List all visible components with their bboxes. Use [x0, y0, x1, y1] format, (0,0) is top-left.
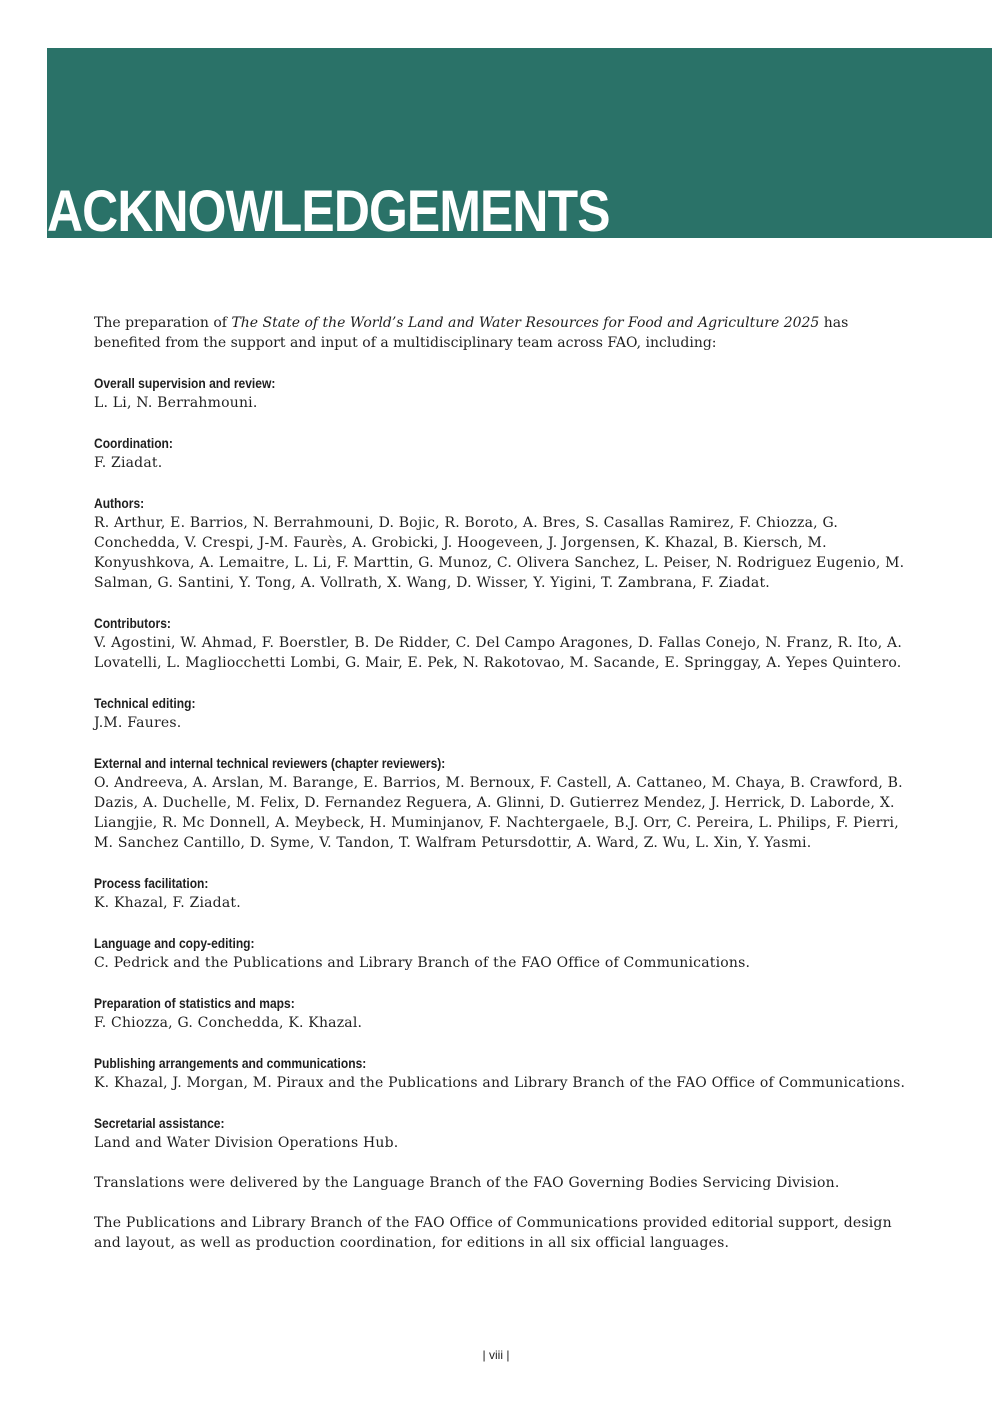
section-text: C. Pedrick and the Publications and Library Branch of the FAO Office of Communications.: [94, 955, 751, 971]
section-label: Technical editing:: [94, 695, 196, 711]
section-label: Language and copy-editing:: [94, 935, 255, 951]
section-text: J.M. Faures.: [94, 715, 182, 731]
section-label: Contributors:: [94, 615, 171, 631]
section-coordination: [94, 433, 914, 473]
intro-suffix: has benefited from the support and input of a multidisciplinary team across FAO, including:: [94, 315, 849, 351]
section-label: Coordination:: [94, 435, 173, 451]
intro-prefix: The preparation of: [94, 315, 232, 331]
section-label: Preparation of statistics and maps:: [94, 995, 295, 1011]
section-copy-editing: [94, 933, 914, 973]
section-authors: [94, 493, 914, 593]
section-text: V. Agostini, W. Ahmad, F. Boerstler, B. De Ridder, C. Del Campo Aragones, D. Fallas Conejo, N. Franz, R. Ito, A. Lovatelli, L. Magliocchetti Lombi, G. Mair, E. Pek, N. Rakotovao, M. Sacande, E. Springgay, A. Yepes Quintero.: [94, 635, 903, 671]
section-label: Overall supervision and review:: [94, 375, 276, 391]
section-reviewers: [94, 753, 914, 853]
report-title: The State of the World’s Land and Water Resources for Food and Agriculture 2025: [231, 315, 820, 331]
section-process-facilitation: [94, 873, 914, 913]
page-number: | viii |: [482, 1348, 510, 1362]
section-text: O. Andreeva, A. Arslan, M. Barange, E. Barrios, M. Bernoux, F. Castell, A. Cattaneo, M. Chaya, B. Crawford, B. Dazis, A. Duchelle, M. Felix, D. Fernandez Reguera, A. Glinni, D. Gutierrez Mendez, J. Herrick, D. Laborde, X. Liangjie, R. Mc Donnell, A. Meybeck, H. Muminjanov, F. Nachtergaele, B.J. Orr, C. Pereira, L. Philips, F. Pierri, M. Sanchez Cantillo, D. Syme, V. Tandon, T. Walfram Petursdottir, A. Ward, Z. Wu, L. Xin, Y. Yasmi.: [94, 775, 903, 851]
translations-paragraph: Translations were delivered by the Language Branch of the FAO Governing Bodies Servicing Division.: [94, 1175, 840, 1191]
section-text: Land and Water Division Operations Hub.: [94, 1135, 399, 1151]
intro-paragraph: [94, 313, 914, 353]
section-label: External and internal technical reviewers (chapter reviewers):: [94, 755, 446, 771]
section-statistics-maps: [94, 993, 914, 1033]
section-text: L. Li, N. Berrahmouni.: [94, 395, 258, 411]
section-publishing: [94, 1053, 914, 1093]
section-label: Process facilitation:: [94, 875, 209, 891]
section-overall-supervision: [94, 373, 914, 413]
section-technical-editing: [94, 693, 914, 733]
section-contributors: [94, 613, 914, 673]
section-label: Publishing arrangements and communications:: [94, 1055, 367, 1071]
publications-paragraph: The Publications and Library Branch of the FAO Office of Communications provided editorial support, design and layout, as well as production coordination, for editions in all six official languages.: [94, 1215, 892, 1251]
section-text: K. Khazal, F. Ziadat.: [94, 895, 241, 911]
page-title: ACKNOWLEDGEMENTS: [47, 179, 610, 244]
section-label: Secretarial assistance:: [94, 1115, 225, 1131]
section-label: Authors:: [94, 495, 145, 511]
section-text: F. Ziadat.: [94, 455, 163, 471]
acknowledgements-body: [94, 313, 914, 1273]
section-text: K. Khazal, J. Morgan, M. Piraux and the Publications and Library Branch of the FAO Office of Communications.: [94, 1075, 906, 1091]
section-text: R. Arthur, E. Barrios, N. Berrahmouni, D. Bojic, R. Boroto, A. Bres, S. Casallas Ramirez, F. Chiozza, G. Conchedda, V. Crespi, J-M. Faurès, A. Grobicki, J. Hoogeveen, J. Jorgensen, K. Khazal, B. Kiersch, M. Konyushkova, A. Lemaitre, L. Li, F. Marttin, G. Munoz, C. Olivera Sanchez, L. Peiser, N. Rodriguez Eugenio, M. Salman, G. Santini, Y. Tong, A. Vollrath, X. Wang, D. Wisser, Y. Yigini, T. Zambrana, F. Ziadat.: [94, 515, 905, 591]
section-text: F. Chiozza, G. Conchedda, K. Khazal.: [94, 1015, 363, 1031]
section-secretarial: [94, 1113, 914, 1153]
